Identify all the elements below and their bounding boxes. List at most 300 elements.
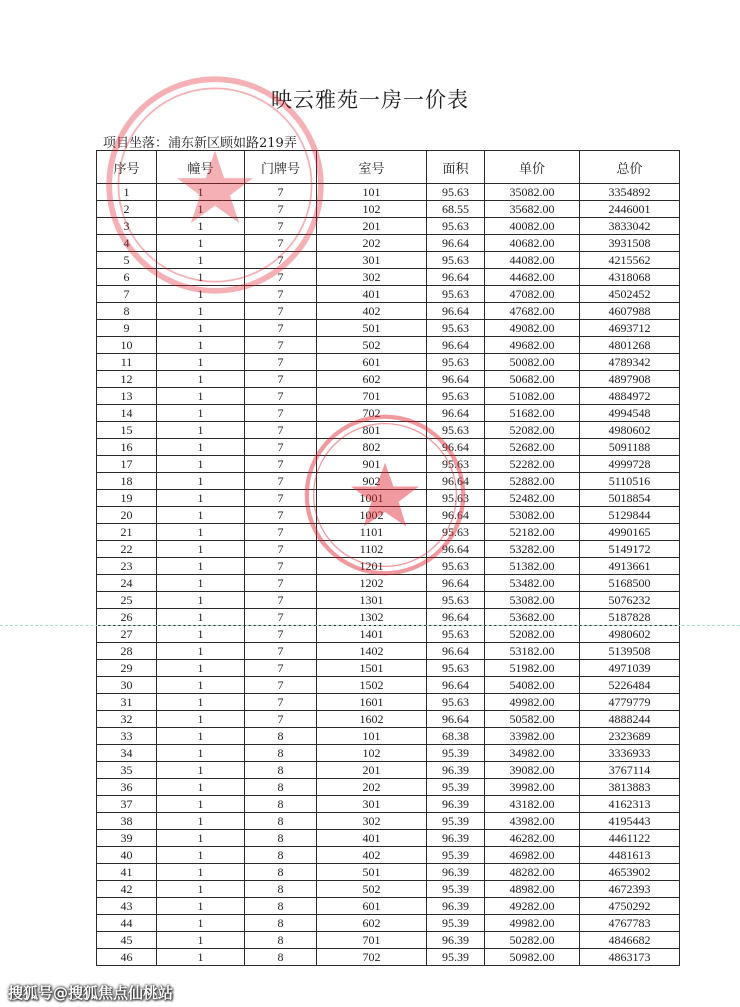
cell-room: 1302: [317, 609, 427, 626]
cell-area: 96.64: [427, 405, 485, 422]
cell-index: 27: [97, 626, 157, 643]
cell-area: 95.39: [427, 915, 485, 932]
cell-area: 96.64: [427, 473, 485, 490]
cell-total-price: 4502452: [580, 286, 680, 303]
table-row: [97, 762, 680, 779]
table-row: [97, 507, 680, 524]
cell-unit-price: 52682.00: [485, 439, 580, 456]
cell-room: 101: [317, 728, 427, 745]
cell-building: 1: [157, 949, 245, 966]
cell-door-number: 7: [245, 320, 317, 337]
cell-room: 502: [317, 881, 427, 898]
cell-room: 1602: [317, 711, 427, 728]
cell-index: 10: [97, 337, 157, 354]
table-row: [97, 677, 680, 694]
cell-total-price: 4980602: [580, 422, 680, 439]
cell-total-price: 4195443: [580, 813, 680, 830]
cell-unit-price: 35082.00: [485, 184, 580, 201]
cell-index: 12: [97, 371, 157, 388]
cell-building: 1: [157, 660, 245, 677]
cell-room: 1101: [317, 524, 427, 541]
cell-area: 95.63: [427, 422, 485, 439]
cell-unit-price: 53082.00: [485, 592, 580, 609]
cell-building: 1: [157, 830, 245, 847]
cell-unit-price: 53482.00: [485, 575, 580, 592]
table-row: [97, 201, 680, 218]
cell-area: 96.64: [427, 643, 485, 660]
cell-total-price: 4999728: [580, 456, 680, 473]
cell-unit-price: 52082.00: [485, 422, 580, 439]
cell-door-number: 7: [245, 456, 317, 473]
cell-door-number: 8: [245, 762, 317, 779]
cell-building: 1: [157, 677, 245, 694]
cell-unit-price: 49982.00: [485, 694, 580, 711]
table-row: [97, 269, 680, 286]
cell-unit-price: 51082.00: [485, 388, 580, 405]
cell-door-number: 7: [245, 252, 317, 269]
cell-total-price: 5110516: [580, 473, 680, 490]
cell-total-price: 4863173: [580, 949, 680, 966]
cell-unit-price: 46282.00: [485, 830, 580, 847]
cell-area: 96.64: [427, 269, 485, 286]
cell-total-price: 2323689: [580, 728, 680, 745]
cell-area: 96.39: [427, 898, 485, 915]
cell-total-price: 5168500: [580, 575, 680, 592]
cell-total-price: 4990165: [580, 524, 680, 541]
cell-total-price: 3336933: [580, 745, 680, 762]
cell-unit-price: 48282.00: [485, 864, 580, 881]
cell-total-price: 3767114: [580, 762, 680, 779]
cell-room: 1301: [317, 592, 427, 609]
cell-total-price: 5149172: [580, 541, 680, 558]
cell-room: 102: [317, 745, 427, 762]
cell-building: 1: [157, 388, 245, 405]
cell-building: 1: [157, 626, 245, 643]
cell-index: 22: [97, 541, 157, 558]
table-row: [97, 490, 680, 507]
cell-room: 1201: [317, 558, 427, 575]
cell-total-price: 4913661: [580, 558, 680, 575]
cell-total-price: 4801268: [580, 337, 680, 354]
cell-door-number: 7: [245, 405, 317, 422]
cell-room: 701: [317, 932, 427, 949]
table-row: [97, 694, 680, 711]
table-row: [97, 813, 680, 830]
cell-area: 96.39: [427, 932, 485, 949]
cell-index: 3: [97, 218, 157, 235]
cell-index: 38: [97, 813, 157, 830]
cell-room: 301: [317, 796, 427, 813]
cell-area: 96.64: [427, 337, 485, 354]
cell-index: 6: [97, 269, 157, 286]
cell-door-number: 7: [245, 235, 317, 252]
cell-room: 1102: [317, 541, 427, 558]
cell-door-number: 8: [245, 847, 317, 864]
cell-unit-price: 52282.00: [485, 456, 580, 473]
cell-door-number: 7: [245, 303, 317, 320]
cell-door-number: 7: [245, 541, 317, 558]
cell-room: 102: [317, 201, 427, 218]
cell-unit-price: 43182.00: [485, 796, 580, 813]
cell-area: 68.55: [427, 201, 485, 218]
cell-building: 1: [157, 932, 245, 949]
cell-area: 96.64: [427, 439, 485, 456]
cell-area: 95.63: [427, 218, 485, 235]
cell-door-number: 7: [245, 422, 317, 439]
cell-room: 1002: [317, 507, 427, 524]
cell-index: 40: [97, 847, 157, 864]
table-row: [97, 405, 680, 422]
cell-door-number: 7: [245, 711, 317, 728]
cell-door-number: 7: [245, 439, 317, 456]
cell-index: 7: [97, 286, 157, 303]
column-header-building: 幢号: [157, 151, 245, 184]
cell-building: 1: [157, 235, 245, 252]
cell-unit-price: 51982.00: [485, 660, 580, 677]
price-list-table: [96, 150, 680, 966]
table-header-row: [97, 151, 680, 184]
cell-total-price: 3931508: [580, 235, 680, 252]
cell-building: 1: [157, 473, 245, 490]
cell-index: 36: [97, 779, 157, 796]
cell-area: 96.64: [427, 575, 485, 592]
column-header-total-price: 总价: [580, 151, 680, 184]
cell-index: 24: [97, 575, 157, 592]
cell-total-price: 5076232: [580, 592, 680, 609]
table-row: [97, 643, 680, 660]
table-row: [97, 745, 680, 762]
cell-area: 95.63: [427, 626, 485, 643]
table-row: [97, 949, 680, 966]
cell-room: 1001: [317, 490, 427, 507]
cell-room: 301: [317, 252, 427, 269]
cell-unit-price: 49082.00: [485, 320, 580, 337]
cell-total-price: 4215562: [580, 252, 680, 269]
cell-index: 29: [97, 660, 157, 677]
cell-area: 96.64: [427, 303, 485, 320]
cell-index: 5: [97, 252, 157, 269]
cell-room: 701: [317, 388, 427, 405]
cell-building: 1: [157, 813, 245, 830]
table-row: [97, 235, 680, 252]
cell-index: 13: [97, 388, 157, 405]
column-header-unit-price: 单价: [485, 151, 580, 184]
table-row: [97, 881, 680, 898]
cell-building: 1: [157, 575, 245, 592]
cell-door-number: 8: [245, 932, 317, 949]
table-row: [97, 711, 680, 728]
table-row: [97, 320, 680, 337]
cell-total-price: 4693712: [580, 320, 680, 337]
cell-door-number: 7: [245, 473, 317, 490]
cell-area: 95.39: [427, 949, 485, 966]
cell-room: 801: [317, 422, 427, 439]
cell-door-number: 7: [245, 388, 317, 405]
cell-index: 43: [97, 898, 157, 915]
cell-index: 45: [97, 932, 157, 949]
cell-building: 1: [157, 184, 245, 201]
table-row: [97, 626, 680, 643]
cell-area: 96.64: [427, 609, 485, 626]
cell-unit-price: 43982.00: [485, 813, 580, 830]
cell-unit-price: 54082.00: [485, 677, 580, 694]
cell-building: 1: [157, 201, 245, 218]
cell-unit-price: 53082.00: [485, 507, 580, 524]
cell-total-price: 4767783: [580, 915, 680, 932]
cell-unit-price: 50682.00: [485, 371, 580, 388]
cell-area: 95.39: [427, 745, 485, 762]
cell-index: 17: [97, 456, 157, 473]
cell-area: 95.63: [427, 252, 485, 269]
cell-index: 1: [97, 184, 157, 201]
cell-total-price: 3354892: [580, 184, 680, 201]
column-header-index: 序号: [97, 151, 157, 184]
cell-total-price: 4461122: [580, 830, 680, 847]
cell-area: 95.63: [427, 354, 485, 371]
table-row: [97, 830, 680, 847]
cell-room: 702: [317, 405, 427, 422]
cell-room: 901: [317, 456, 427, 473]
cell-unit-price: 47082.00: [485, 286, 580, 303]
cell-index: 34: [97, 745, 157, 762]
table-row: [97, 898, 680, 915]
cell-index: 46: [97, 949, 157, 966]
table-row: [97, 456, 680, 473]
cell-door-number: 7: [245, 337, 317, 354]
cell-unit-price: 52082.00: [485, 626, 580, 643]
cell-unit-price: 53182.00: [485, 643, 580, 660]
cell-index: 14: [97, 405, 157, 422]
cell-room: 602: [317, 371, 427, 388]
cell-building: 1: [157, 847, 245, 864]
document-title: 映云雅苑一房一价表: [271, 88, 469, 112]
cell-door-number: 8: [245, 796, 317, 813]
cell-index: 21: [97, 524, 157, 541]
cell-area: 95.63: [427, 320, 485, 337]
cell-building: 1: [157, 456, 245, 473]
cell-room: 201: [317, 218, 427, 235]
cell-area: 96.64: [427, 507, 485, 524]
cell-index: 44: [97, 915, 157, 932]
cell-total-price: 4897908: [580, 371, 680, 388]
table-row: [97, 303, 680, 320]
table-row: [97, 388, 680, 405]
cell-room: 1202: [317, 575, 427, 592]
cell-door-number: 8: [245, 745, 317, 762]
cell-room: 601: [317, 354, 427, 371]
watermark-text: 搜狐号@搜狐焦点仙桃站: [8, 984, 174, 1002]
cell-room: 1601: [317, 694, 427, 711]
cell-building: 1: [157, 303, 245, 320]
cell-index: 20: [97, 507, 157, 524]
cell-building: 1: [157, 541, 245, 558]
cell-building: 1: [157, 320, 245, 337]
cell-unit-price: 33982.00: [485, 728, 580, 745]
cell-door-number: 7: [245, 507, 317, 524]
cell-total-price: 4888244: [580, 711, 680, 728]
table-row: [97, 728, 680, 745]
cell-index: 19: [97, 490, 157, 507]
cell-total-price: 5187828: [580, 609, 680, 626]
cell-total-price: 4779779: [580, 694, 680, 711]
cell-room: 302: [317, 813, 427, 830]
cell-index: 30: [97, 677, 157, 694]
cell-door-number: 7: [245, 626, 317, 643]
cell-building: 1: [157, 490, 245, 507]
cell-door-number: 7: [245, 660, 317, 677]
cell-total-price: 4672393: [580, 881, 680, 898]
cell-total-price: 4789342: [580, 354, 680, 371]
cell-unit-price: 52182.00: [485, 524, 580, 541]
cell-door-number: 7: [245, 371, 317, 388]
cell-index: 25: [97, 592, 157, 609]
cell-room: 602: [317, 915, 427, 932]
cell-unit-price: 50582.00: [485, 711, 580, 728]
cell-unit-price: 52482.00: [485, 490, 580, 507]
cell-building: 1: [157, 422, 245, 439]
cell-unit-price: 51682.00: [485, 405, 580, 422]
cell-building: 1: [157, 405, 245, 422]
cell-total-price: 5129844: [580, 507, 680, 524]
cell-building: 1: [157, 337, 245, 354]
table-row: [97, 609, 680, 626]
cell-door-number: 8: [245, 881, 317, 898]
cell-total-price: 4653902: [580, 864, 680, 881]
cell-total-price: 5018854: [580, 490, 680, 507]
cell-area: 95.63: [427, 592, 485, 609]
cell-area: 95.63: [427, 694, 485, 711]
cell-door-number: 7: [245, 218, 317, 235]
cell-index: 15: [97, 422, 157, 439]
cell-building: 1: [157, 915, 245, 932]
cell-total-price: 4994548: [580, 405, 680, 422]
cell-total-price: 5139508: [580, 643, 680, 660]
cell-area: 95.39: [427, 881, 485, 898]
cell-building: 1: [157, 711, 245, 728]
cell-building: 1: [157, 252, 245, 269]
cell-area: 95.63: [427, 456, 485, 473]
cell-room: 1401: [317, 626, 427, 643]
cell-area: 96.64: [427, 677, 485, 694]
cell-total-price: 5226484: [580, 677, 680, 694]
cell-total-price: 4607988: [580, 303, 680, 320]
cell-index: 41: [97, 864, 157, 881]
cell-unit-price: 53282.00: [485, 541, 580, 558]
cell-index: 18: [97, 473, 157, 490]
cell-door-number: 7: [245, 677, 317, 694]
cell-index: 31: [97, 694, 157, 711]
cell-unit-price: 53682.00: [485, 609, 580, 626]
cell-unit-price: 44082.00: [485, 252, 580, 269]
cell-room: 101: [317, 184, 427, 201]
cell-room: 501: [317, 320, 427, 337]
cell-door-number: 7: [245, 269, 317, 286]
cell-room: 502: [317, 337, 427, 354]
cell-room: 1502: [317, 677, 427, 694]
cell-area: 96.39: [427, 762, 485, 779]
cell-total-price: 3833042: [580, 218, 680, 235]
cell-building: 1: [157, 898, 245, 915]
table-row: [97, 524, 680, 541]
cell-building: 1: [157, 371, 245, 388]
cell-unit-price: 49282.00: [485, 898, 580, 915]
cell-total-price: 4846682: [580, 932, 680, 949]
cell-room: 902: [317, 473, 427, 490]
cell-door-number: 7: [245, 609, 317, 626]
cell-index: 26: [97, 609, 157, 626]
cell-door-number: 8: [245, 915, 317, 932]
cell-area: 95.39: [427, 813, 485, 830]
cell-building: 1: [157, 609, 245, 626]
table-row: [97, 592, 680, 609]
cell-door-number: 7: [245, 694, 317, 711]
cell-area: 96.64: [427, 235, 485, 252]
column-header-area: 面积: [427, 151, 485, 184]
cell-room: 401: [317, 286, 427, 303]
cell-area: 96.64: [427, 371, 485, 388]
cell-index: 16: [97, 439, 157, 456]
cell-door-number: 8: [245, 830, 317, 847]
table-row: [97, 915, 680, 932]
cell-door-number: 7: [245, 558, 317, 575]
cell-area: 96.39: [427, 864, 485, 881]
cell-building: 1: [157, 694, 245, 711]
cell-index: 9: [97, 320, 157, 337]
cell-area: 96.39: [427, 830, 485, 847]
table-row: [97, 558, 680, 575]
cell-total-price: 4162313: [580, 796, 680, 813]
cell-unit-price: 39982.00: [485, 779, 580, 796]
cell-unit-price: 46982.00: [485, 847, 580, 864]
cell-unit-price: 49682.00: [485, 337, 580, 354]
cell-door-number: 8: [245, 728, 317, 745]
cell-building: 1: [157, 286, 245, 303]
cell-door-number: 7: [245, 354, 317, 371]
table-row: [97, 796, 680, 813]
cell-building: 1: [157, 643, 245, 660]
cell-unit-price: 34982.00: [485, 745, 580, 762]
cell-door-number: 7: [245, 184, 317, 201]
table-row: [97, 847, 680, 864]
table-row: [97, 541, 680, 558]
cell-unit-price: 47682.00: [485, 303, 580, 320]
cell-area: 95.63: [427, 184, 485, 201]
cell-building: 1: [157, 796, 245, 813]
cell-building: 1: [157, 269, 245, 286]
table-row: [97, 371, 680, 388]
cell-area: 95.63: [427, 524, 485, 541]
cell-room: 1501: [317, 660, 427, 677]
table-row: [97, 252, 680, 269]
cell-building: 1: [157, 592, 245, 609]
cell-building: 1: [157, 745, 245, 762]
cell-building: 1: [157, 864, 245, 881]
cell-building: 1: [157, 881, 245, 898]
cell-room: 201: [317, 762, 427, 779]
cell-total-price: 3813883: [580, 779, 680, 796]
cell-total-price: 4750292: [580, 898, 680, 915]
table-row: [97, 864, 680, 881]
table-body: [97, 184, 680, 966]
cell-index: 37: [97, 796, 157, 813]
cell-door-number: 7: [245, 524, 317, 541]
cell-unit-price: 49982.00: [485, 915, 580, 932]
cell-door-number: 7: [245, 201, 317, 218]
table-row: [97, 286, 680, 303]
table-row: [97, 337, 680, 354]
cell-area: 95.63: [427, 286, 485, 303]
cell-building: 1: [157, 507, 245, 524]
